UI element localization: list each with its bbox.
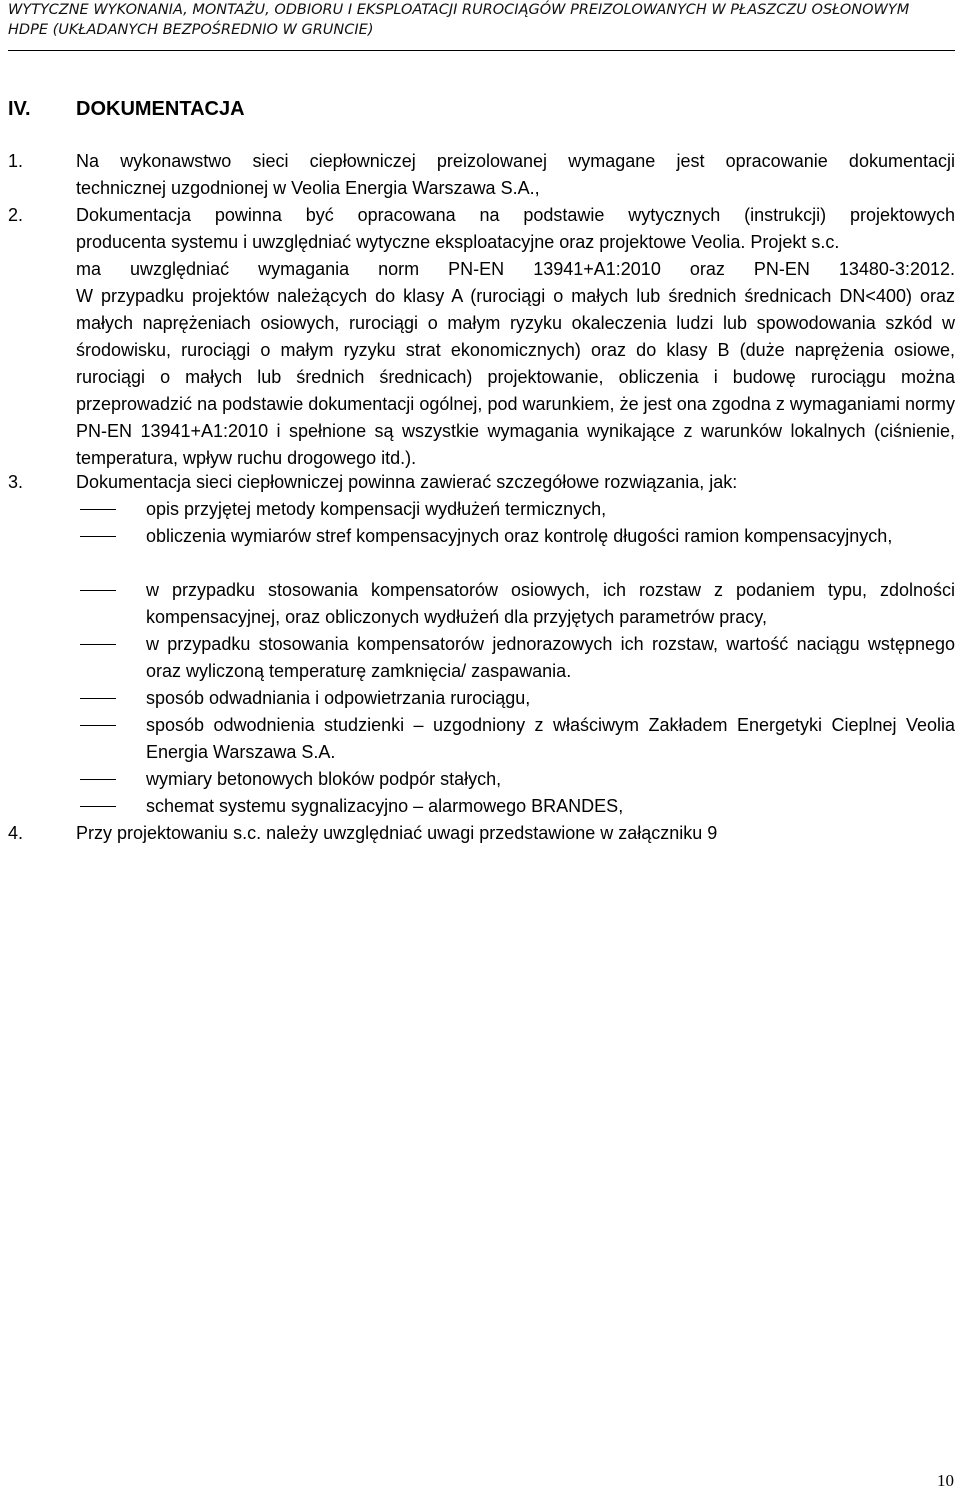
- bullet-item: w przypadku stosowania kompensatorów jednorazowych ich rozstaw, wartość naciągu wstępnego oraz wyliczoną temperaturę zamknięcia/ zaspawania.: [146, 634, 955, 681]
- running-header: [8, 0, 952, 40]
- item-2-line-2: producenta systemu i uwzględniać wytyczne eksploatacyjne oraz projektowe Veolia. Projekt s.c.: [76, 232, 840, 252]
- item-1-line-1: Na wykonawstwo sieci ciepłowniczej preizolowanej wymagane jest opracowanie dokumentacji: [76, 151, 955, 171]
- page-number: 10: [937, 1471, 954, 1490]
- bullet-item: w przypadku stosowania kompensatorów osiowych, ich rozstaw z podaniem typu, zdolności kompensacyjnej, oraz obliczonych wydłużeń dla przyjętych parametrów pracy,: [146, 580, 955, 627]
- header-divider: [8, 50, 955, 51]
- dash-bullet-icon: [80, 509, 116, 510]
- header-line-1: WYTYCZNE WYKONANIA, MONTAŻU, ODBIORU I EKSPLOATACJI RUROCIĄGÓW PREIZOLOWANYCH W PŁASZCZU OSŁONOWYM: [8, 2, 910, 18]
- item-3-text: Dokumentacja sieci ciepłowniczej powinna zawierać szczegółowe rozwiązania, jak:: [76, 472, 738, 492]
- item-4-text: Przy projektowaniu s.c. należy uwzględniać uwagi przedstawione w załączniku 9: [76, 823, 718, 843]
- item-2-paragraph: W przypadku projektów należących do klasy A (rurociągi o małych lub średnich średnicach DN<400) oraz małych naprężeniach osiowych, rurociągi o małym ryzyku okaleczenia ludzi lub spowodowania szkód w środowisku, rurociągi o małym ryzyku strat ekonomicznych) oraz do klasy B (duże naprężenia osiowe, rurociągi o małych lub średnich średnicach) projektowanie, obliczenia i budowę rurociągu można przeprowadzić na podstawie dokumentacji ogólnej, pod warunkiem, że jest ona zgodna z wymaganiami normy PN-EN 13941+A1:2010 i spełnione są wszystkie wymagania wynikające z warunków lokalnych (ciśnienie, temperatura, wpływ ruchu drogowego itd.).: [76, 286, 955, 468]
- section-number: IV.: [8, 98, 31, 120]
- dash-bullet-icon: [80, 725, 116, 726]
- item-2-line-1: Dokumentacja powinna być opracowana na podstawie wytycznych (instrukcji) projektowych: [76, 205, 955, 225]
- bullet-item: obliczenia wymiarów stref kompensacyjnych oraz kontrolę długości ramion kompensacyjnych,: [146, 526, 893, 546]
- dash-bullet-icon: [80, 698, 116, 699]
- item-1-line-2: technicznej uzgodnionej w Veolia Energia Warszawa S.A.,: [76, 178, 540, 198]
- item-3-number: 3.: [8, 472, 24, 492]
- dash-bullet-icon: [80, 779, 116, 780]
- section-title: DOKUMENTACJA: [76, 98, 245, 120]
- item-2-line-3: ma uwzględniać wymagania norm PN-EN 13941+A1:2010 oraz PN-EN 13480-3:2012.: [76, 259, 955, 279]
- dash-bullet-icon: [80, 806, 116, 807]
- dash-bullet-icon: [80, 590, 116, 591]
- dash-bullet-icon: [80, 536, 116, 537]
- bullet-item: schemat systemu sygnalizacyjno – alarmowego BRANDES,: [146, 796, 624, 816]
- item-2-number: 2.: [8, 205, 24, 225]
- bullet-item: sposób odwadniania i odpowietrzania rurociągu,: [146, 688, 531, 708]
- header-line-2: HDPE (UKŁADANYCH BEZPOŚREDNIO W GRUNCIE): [8, 22, 374, 38]
- item-4-number: 4.: [8, 823, 24, 843]
- item-1-number: 1.: [8, 151, 24, 171]
- bullet-item: opis przyjętej metody kompensacji wydłużeń termicznych,: [146, 499, 607, 519]
- bullet-item: sposób odwodnienia studzienki – uzgodniony z właściwym Zakładem Energetyki Cieplnej Veolia Energia Warszawa S.A.: [146, 715, 955, 762]
- bullet-item: wymiary betonowych bloków podpór stałych,: [146, 769, 502, 789]
- dash-bullet-icon: [80, 644, 116, 645]
